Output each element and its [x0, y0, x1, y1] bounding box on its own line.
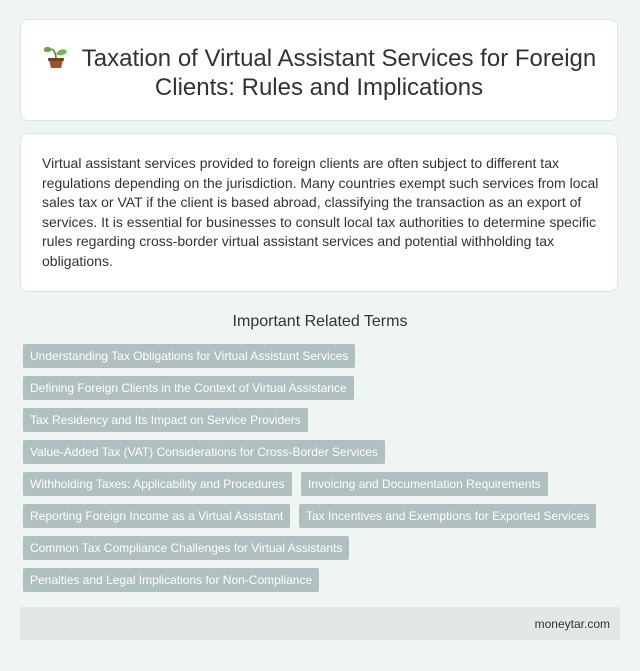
term-tag[interactable]: Value-Added Tax (VAT) Considerations for Cross-Border Services [23, 440, 385, 464]
sprout-icon [42, 45, 70, 69]
description-text: Virtual assistant services provided to foreign clients are often subject to different tax regulations depending on the jurisdiction. Many countries exempt such services from local sales tax or VAT if the client is based abroad, classifying the transaction as an export of services. It is essential for businesses to consult local tax authorities to determine specific rules regarding cross-border virtual assistant services and potential withholding tax obligations. [42, 155, 599, 269]
term-tag[interactable]: Common Tax Compliance Challenges for Virtual Assistants [23, 536, 349, 560]
term-tag[interactable]: Defining Foreign Clients in the Context of Virtual Assistance [23, 376, 354, 400]
term-tag[interactable]: Invoicing and Documentation Requirements [301, 472, 548, 496]
term-tag[interactable]: Tax Incentives and Exemptions for Exported Services [299, 504, 596, 528]
footer-site-link[interactable]: moneytar.com [534, 617, 610, 631]
term-tag[interactable]: Reporting Foreign Income as a Virtual Assistant [23, 504, 290, 528]
page-title [21, 44, 617, 102]
term-tag[interactable]: Tax Residency and Its Impact on Service Providers [23, 408, 308, 432]
term-tag[interactable]: Withholding Taxes: Applicability and Procedures [23, 472, 292, 496]
description-card [20, 133, 618, 292]
term-tag[interactable]: Understanding Tax Obligations for Virtual Assistant Services [23, 344, 355, 368]
footer [20, 607, 620, 640]
term-tag[interactable]: Penalties and Legal Implications for Non-Compliance [23, 568, 319, 592]
related-terms-heading: Important Related Terms [232, 313, 408, 330]
title-card [20, 19, 618, 121]
page-title-text: Taxation of Virtual Assistant Services for Foreign Clients: Rules and Implications [81, 45, 597, 101]
